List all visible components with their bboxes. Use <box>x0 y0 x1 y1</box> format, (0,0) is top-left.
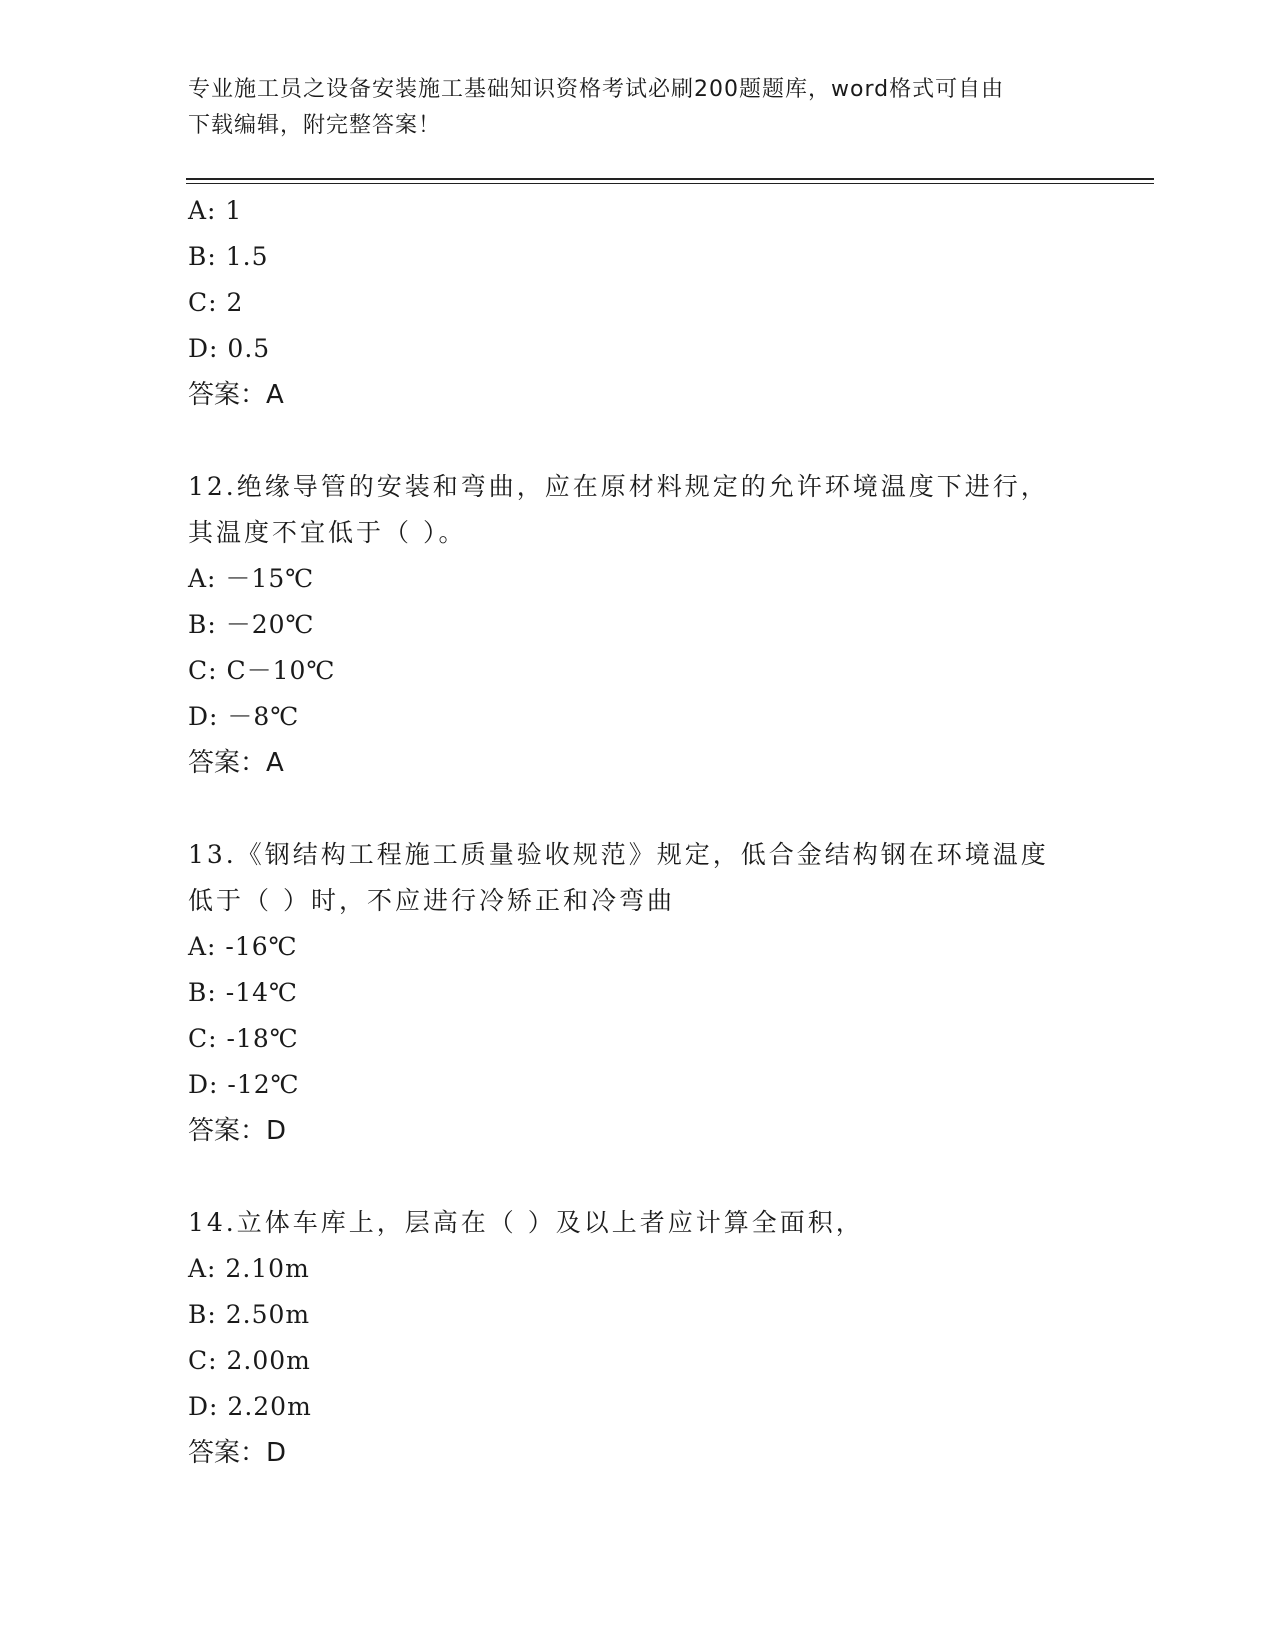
option-c: C: -18℃ <box>188 1024 299 1053</box>
question-text: 13.《钢结构工程施工质量验收规范》规定，低合金结构钢在环境温度 <box>188 840 1049 869</box>
question-11-block <box>188 188 1148 418</box>
option-d: D: 2.20m <box>188 1392 312 1421</box>
option-a: A: -16℃ <box>188 932 298 961</box>
option-b: B: -14℃ <box>188 978 298 1007</box>
document-body <box>188 188 1148 1476</box>
option-b: B: 2.50m <box>188 1300 311 1329</box>
option-c: C: 2 <box>188 288 244 317</box>
option-b: B: 1.5 <box>188 242 269 271</box>
answer: 答案：D <box>188 1116 287 1146</box>
option-d: D: －8℃ <box>188 702 300 731</box>
header-line-2: 下载编辑，附完整答案！ <box>188 113 442 138</box>
header-rule-thin <box>186 183 1154 184</box>
option-d: D: 0.5 <box>188 334 271 363</box>
spacer <box>188 418 1148 464</box>
option-b: B: －20℃ <box>188 610 315 639</box>
option-d: D: -12℃ <box>188 1070 300 1099</box>
answer: 答案：A <box>188 748 284 778</box>
option-c: C: 2.00m <box>188 1346 311 1375</box>
question-text: 12.绝缘导管的安装和弯曲，应在原材料规定的允许环境温度下进行， <box>188 472 1049 501</box>
option-c: C: C－10℃ <box>188 656 336 685</box>
header-line-1: 专业施工员之设备安装施工基础知识资格考试必刷200题题库，word格式可自由 <box>188 77 1005 102</box>
question-text: 其温度不宜低于（ ）。 <box>188 518 467 547</box>
question-14-block <box>188 1200 1148 1476</box>
spacer <box>188 786 1148 832</box>
option-a: A: －15℃ <box>188 564 315 593</box>
header-rule-thick <box>186 178 1154 180</box>
answer: 答案：D <box>188 1438 287 1468</box>
answer: 答案：A <box>188 380 284 410</box>
question-text: 低于（ ）时，不应进行冷矫正和冷弯曲 <box>188 886 675 915</box>
question-text: 14.立体车库上，层高在（ ）及以上者应计算全面积， <box>188 1208 864 1237</box>
page-header <box>188 72 1088 144</box>
spacer <box>188 1154 1148 1200</box>
option-a: A: 2.10m <box>188 1254 310 1283</box>
option-a: A: 1 <box>188 196 243 225</box>
question-12-block <box>188 464 1148 786</box>
question-13-block <box>188 832 1148 1154</box>
